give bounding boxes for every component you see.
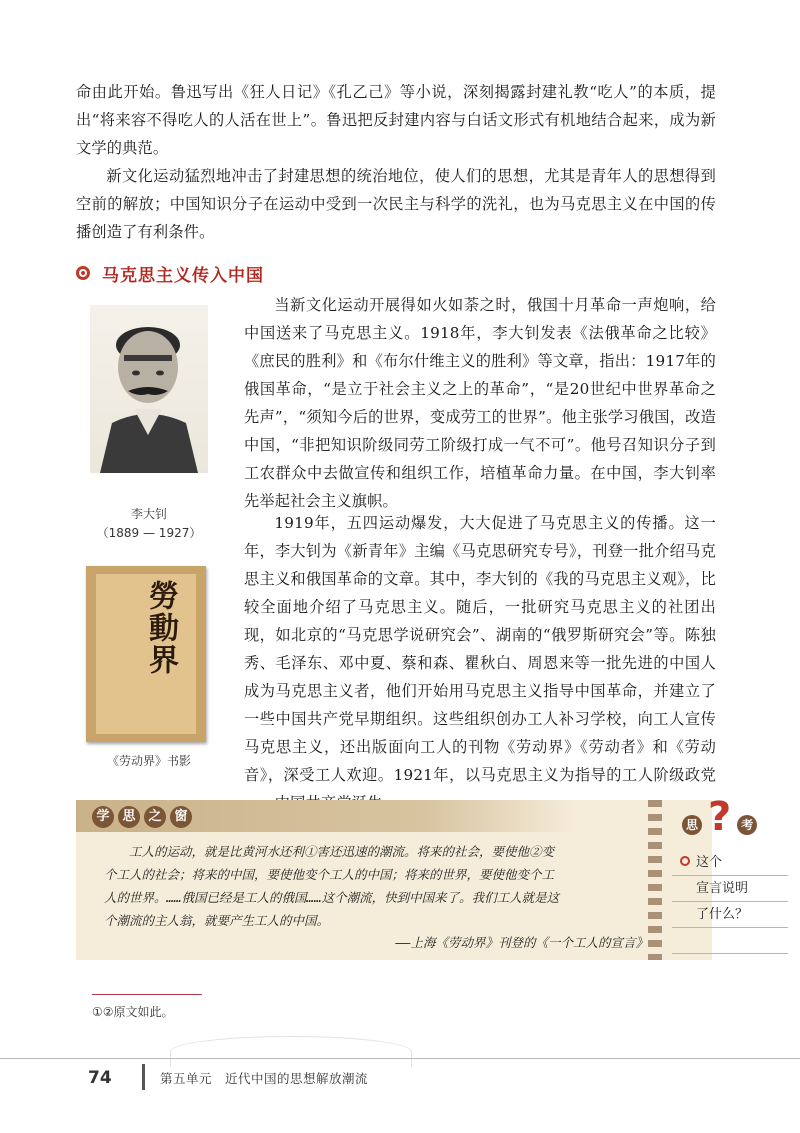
think-lines — [672, 850, 788, 954]
portrait-caption-name: 李大钊 — [130, 507, 167, 521]
portrait-li-dazhao — [90, 305, 208, 473]
magazine-cover — [86, 566, 206, 742]
think-line-text: 这个 — [696, 855, 723, 870]
footer-unit-title: 第五单元 近代中国的思想解放潮流 — [160, 1071, 369, 1086]
footer-separator — [142, 1064, 145, 1090]
section-paragraph-2: 1919年，五四运动爆发，大大促进了马克思主义的传播。这一年，李大钊为《新青年》主编《马克思研究专号》，刊登一批介绍马克思主义和俄国革命的文章。其中，李大钊的《我的马克思主义观》，比较全面地介绍了马克思主义。随后，一批研究马克思主义的社团出现，如北京的“马克思学说研究会”、湖南的“俄罗斯研究会”等。陈独秀、毛泽东、邓中夏、蔡和森、瞿秋白、周恩来等一批先进的中国人成为马克思主义者，他们开始用马克思主义指导中国革命，并建立了一些中国共产党早期组织。这些组织创办工人补习学校，向工人宣传马克思主义，还出版面向工人的刊物《劳动界》《劳动者》和《劳动音》，深受工人欢迎。1921年，以马克思主义为指导的工人阶级政党 — [244, 514, 716, 784]
think-tag-char: 考 — [737, 815, 757, 835]
portrait-image — [90, 305, 208, 473]
section-title: 马克思主义传入中国 — [102, 265, 264, 286]
think-line-2 — [672, 876, 788, 902]
think-line-text: 宣言说明 — [696, 881, 749, 896]
cloud-ornament — [170, 1036, 412, 1067]
study-window-source: ——上海《劳动界》刊登的《一个工人的宣言》 — [395, 935, 648, 950]
study-window-tag-char: 之 — [144, 806, 166, 828]
question-mark-icon: ? — [708, 794, 732, 840]
portrait-caption-years: （1889 — 1927） — [96, 526, 202, 540]
magazine-title: 勞動界 — [143, 580, 178, 676]
magazine-cover-inner — [96, 574, 196, 734]
study-window-tag-char: 思 — [118, 806, 140, 828]
study-window-quote: 工人的运动，就是比黄河水还利①害还迅速的潮流。将来的社会，要使他②变个工人的社会；将来的中国，要使他变个工人的中国；将来的世界，要使他变个工人的世界。……俄国已经是工人的俄国……这个潮流，快到中国来了。我们工人就是这个潮流的主人翁，就要产生工人的中国。 — [104, 844, 560, 928]
think-header — [682, 794, 757, 840]
intro-paragraph-1: 命由此开始。鲁迅写出《狂人日记》《孔乙己》等小说，深刻揭露封建礼教“吃人”的本质，提出“将来容不得吃人的人活在世上”。鲁迅把反封建内容与白话文形式有机地结合起来，成为新文学的典范。 — [76, 83, 716, 157]
magazine-caption: 《劳动界》书影 — [106, 754, 191, 768]
study-window-tag-char: 窗 — [170, 806, 192, 828]
page-number: 74 — [88, 1068, 112, 1088]
spiral-binding — [648, 800, 662, 960]
think-box — [672, 794, 788, 960]
footnote: ①②原文如此。 — [92, 1005, 174, 1019]
footer-divider — [0, 1058, 800, 1059]
think-line-3 — [672, 902, 788, 928]
target-icon — [76, 266, 90, 280]
section-heading — [76, 258, 264, 288]
target-icon — [680, 856, 690, 866]
section-paragraph-1: 当新文化运动开展得如火如荼之时，俄国十月革命一声炮响，给中国送来了马克思主义。1918年，李大钊发表《法俄革命之比较》《庶民的胜利》和《布尔什维主义的胜利》等文章，指出：1917年的俄国革命，“是立于社会主义之上的革命”，“是20世纪中世界革命之先声”，“须知今后的世界，变成劳工的世界”。他主张学习俄国，改造中国，“非把知识阶级同劳工阶级打成一气不可”。他号召知识分子到工农群众中去做宣传和组织工作，培植革命力量。在中国，李大钊率先举起社会主义旗帜。 — [244, 296, 716, 510]
think-tag-char: 思 — [682, 815, 702, 835]
think-line-text: 了什么？ — [696, 907, 749, 922]
intro-paragraph-2: 新文化运动猛烈地冲击了封建思想的统治地位，使人们的思想，尤其是青年人的思想得到空前的解放；中国知识分子在运动中受到一次民主与科学的洗礼，也为马克思主义在中国的传播创造了有利条件。 — [76, 167, 716, 241]
think-line-4 — [672, 928, 788, 954]
study-window-tag-char: 学 — [92, 806, 114, 828]
study-window-tag — [92, 806, 192, 828]
footnote-divider — [92, 994, 202, 995]
think-line-1 — [672, 850, 788, 876]
